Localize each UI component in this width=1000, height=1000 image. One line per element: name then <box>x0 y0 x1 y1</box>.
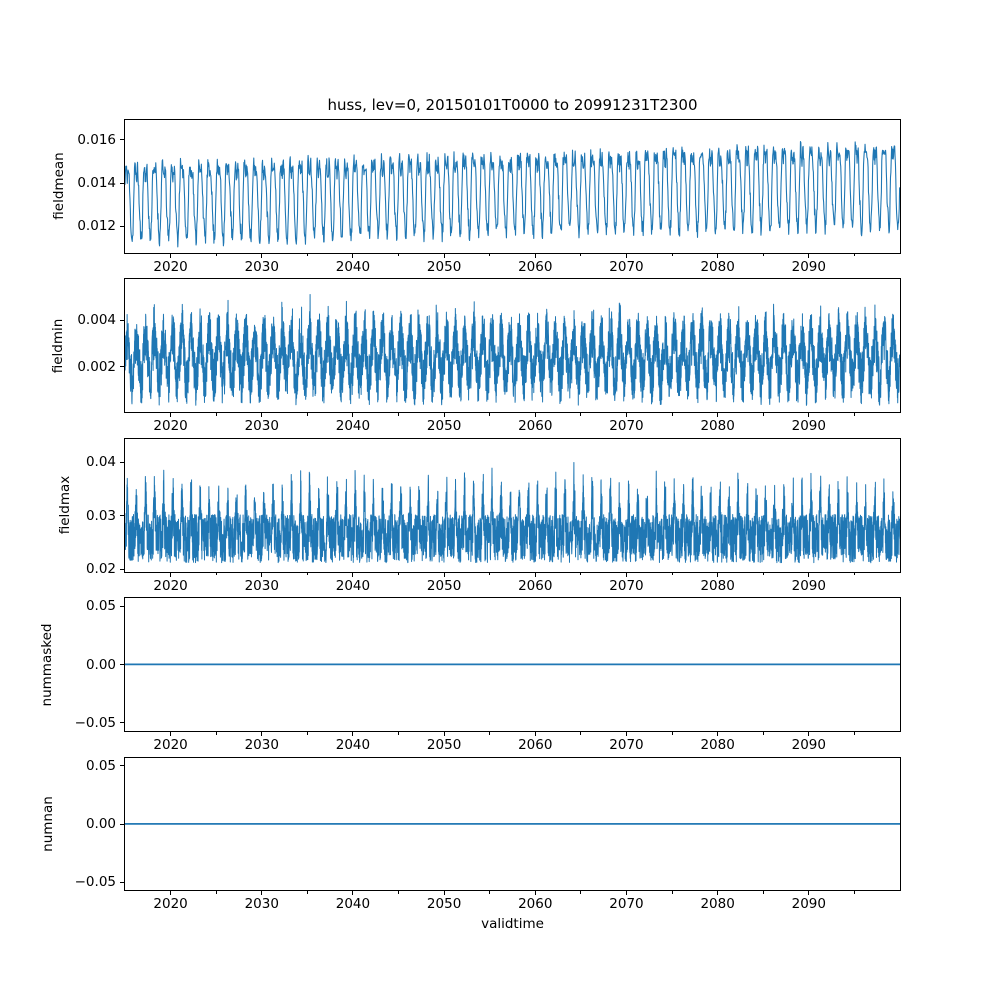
y-tick-label: 0.00 <box>85 816 116 832</box>
x-tick-label: 2050 <box>426 258 462 275</box>
x-tick-mark <box>444 891 445 895</box>
x-tick-label: 2050 <box>426 577 462 594</box>
x-minor-tick-mark <box>398 413 399 416</box>
x-minor-tick-mark <box>854 254 855 257</box>
x-minor-tick-mark <box>672 732 673 735</box>
x-tick-mark <box>717 573 718 577</box>
x-tick-mark <box>170 413 171 417</box>
x-tick-label: 2060 <box>518 418 553 435</box>
x-tick-mark <box>626 254 627 258</box>
x-tick-mark <box>444 732 445 736</box>
y-tick-label: 0.004 <box>77 312 116 329</box>
x-tick-label: 2030 <box>244 418 279 435</box>
x-tick-mark <box>261 732 262 736</box>
x-minor-tick-mark <box>398 254 399 257</box>
x-minor-tick-mark <box>398 891 399 894</box>
y-tick-label: 0.016 <box>77 131 116 148</box>
x-tick-mark <box>352 254 353 258</box>
x-tick-label: 2030 <box>244 577 279 594</box>
x-tick-mark <box>444 254 445 258</box>
y-tick-mark <box>120 462 124 463</box>
x-minor-tick-mark <box>580 254 581 257</box>
x-minor-tick-mark <box>580 413 581 416</box>
y-tick-label: 0.002 <box>77 358 116 375</box>
x-tick-label: 2020 <box>153 577 188 594</box>
x-tick-mark <box>444 413 445 417</box>
x-tick-mark <box>261 891 262 895</box>
y-tick-mark <box>120 139 124 140</box>
x-tick-mark <box>808 732 809 736</box>
x-tick-label: 2020 <box>153 418 188 435</box>
y-tick-mark <box>120 366 124 367</box>
x-tick-label: 2080 <box>700 896 735 913</box>
y-tick-mark <box>120 183 124 184</box>
y-tick-label: −0.05 <box>74 714 116 731</box>
x-tick-mark <box>170 573 171 577</box>
y-tick-mark <box>120 765 124 766</box>
x-tick-mark <box>261 413 262 417</box>
x-minor-tick-mark <box>307 254 308 257</box>
x-tick-mark <box>808 573 809 577</box>
x-tick-label: 2090 <box>791 418 826 435</box>
x-tick-mark <box>808 413 809 417</box>
x-minor-tick-mark <box>854 891 855 894</box>
x-tick-label: 2040 <box>335 737 371 753</box>
x-minor-tick-mark <box>672 254 673 257</box>
x-minor-tick-mark <box>307 413 308 416</box>
x-tick-mark <box>626 573 627 577</box>
y-tick-label: 0.05 <box>85 757 116 774</box>
plot-canvas-nummasked <box>125 598 900 731</box>
x-tick-label: 2090 <box>791 737 826 753</box>
y-tick-label: 0.00 <box>85 656 116 673</box>
x-tick-label: 2080 <box>700 258 735 275</box>
y-tick-label: 0.04 <box>85 454 116 471</box>
x-minor-tick-mark <box>763 413 764 416</box>
x-tick-label: 2080 <box>700 418 735 435</box>
x-minor-tick-mark <box>398 573 399 576</box>
x-tick-mark <box>352 732 353 736</box>
y-axis-label-fieldmax: fieldmax <box>57 475 73 535</box>
y-tick-mark <box>120 606 124 607</box>
x-tick-label: 2060 <box>518 577 553 594</box>
x-minor-tick-mark <box>307 891 308 894</box>
x-tick-label: 2030 <box>244 737 279 753</box>
x-tick-label: 2040 <box>335 258 371 275</box>
x-tick-mark <box>261 254 262 258</box>
y-tick-mark <box>120 722 124 723</box>
x-minor-tick-mark <box>580 573 581 576</box>
plot-canvas-fieldmean <box>125 120 900 253</box>
x-minor-tick-mark <box>763 254 764 257</box>
x-minor-tick-mark <box>489 732 490 735</box>
x-minor-tick-mark <box>216 573 217 576</box>
x-tick-mark <box>352 413 353 417</box>
x-tick-label: 2080 <box>700 737 735 753</box>
y-tick-mark <box>120 569 124 570</box>
y-tick-label: 0.02 <box>85 561 116 578</box>
y-tick-label: −0.05 <box>74 874 116 891</box>
x-tick-label: 2020 <box>153 737 188 753</box>
y-tick-mark <box>120 664 124 665</box>
x-tick-mark <box>535 254 536 258</box>
x-minor-tick-mark <box>763 732 764 735</box>
x-minor-tick-mark <box>216 891 217 894</box>
x-tick-label: 2070 <box>609 896 644 913</box>
x-tick-mark <box>535 573 536 577</box>
x-tick-label: 2050 <box>426 418 462 435</box>
x-tick-mark <box>626 891 627 895</box>
x-minor-tick-mark <box>489 891 490 894</box>
plot-canvas-numnan <box>125 758 900 891</box>
x-tick-label: 2050 <box>426 896 462 913</box>
x-tick-mark <box>808 254 809 258</box>
x-minor-tick-mark <box>580 891 581 894</box>
x-tick-mark <box>352 573 353 577</box>
x-minor-tick-mark <box>763 891 764 894</box>
x-tick-label: 2070 <box>609 258 644 275</box>
x-tick-mark <box>717 254 718 258</box>
x-tick-label: 2070 <box>609 418 644 435</box>
plot-canvas-fieldmin <box>125 279 900 412</box>
x-minor-tick-mark <box>307 573 308 576</box>
x-minor-tick-mark <box>489 254 490 257</box>
x-minor-tick-mark <box>854 413 855 416</box>
x-tick-label: 2060 <box>518 258 553 275</box>
x-tick-mark <box>352 891 353 895</box>
x-minor-tick-mark <box>216 254 217 257</box>
x-tick-mark <box>717 891 718 895</box>
y-axis-label-fieldmean: fieldmean <box>51 152 67 221</box>
x-tick-label: 2040 <box>335 418 371 435</box>
x-minor-tick-mark <box>854 573 855 576</box>
x-tick-label: 2030 <box>244 258 279 275</box>
x-tick-label: 2040 <box>335 896 371 913</box>
x-minor-tick-mark <box>672 413 673 416</box>
x-minor-tick-mark <box>489 573 490 576</box>
x-tick-mark <box>626 732 627 736</box>
x-tick-mark <box>261 573 262 577</box>
x-tick-label: 2090 <box>791 577 826 594</box>
x-tick-label: 2060 <box>518 737 553 753</box>
y-tick-label: 0.03 <box>85 507 116 524</box>
x-tick-mark <box>535 413 536 417</box>
y-tick-label: 0.05 <box>85 598 116 615</box>
x-tick-label: 2030 <box>244 896 279 913</box>
x-minor-tick-mark <box>672 891 673 894</box>
x-tick-mark <box>626 413 627 417</box>
y-tick-mark <box>120 882 124 883</box>
x-minor-tick-mark <box>398 732 399 735</box>
x-tick-label: 2070 <box>609 577 644 594</box>
y-axis-label-nummasked: nummasked <box>39 623 55 707</box>
x-tick-mark <box>444 573 445 577</box>
y-axis-label-fieldmin: fieldmin <box>50 318 66 374</box>
x-tick-label: 2090 <box>791 258 826 275</box>
x-tick-label: 2050 <box>426 737 462 753</box>
x-tick-label: 2070 <box>609 737 644 753</box>
y-tick-mark <box>120 824 124 825</box>
x-tick-label: 2020 <box>153 258 188 275</box>
x-tick-mark <box>808 891 809 895</box>
x-tick-mark <box>717 732 718 736</box>
y-tick-mark <box>120 320 124 321</box>
x-minor-tick-mark <box>216 732 217 735</box>
x-minor-tick-mark <box>672 573 673 576</box>
x-tick-mark <box>535 732 536 736</box>
y-tick-mark <box>120 515 124 516</box>
x-tick-mark <box>170 732 171 736</box>
x-minor-tick-mark <box>854 732 855 735</box>
x-axis-label: validtime <box>481 916 544 932</box>
x-tick-mark <box>535 891 536 895</box>
plot-canvas-fieldmax <box>125 439 900 572</box>
x-minor-tick-mark <box>216 413 217 416</box>
y-tick-label: 0.012 <box>77 218 116 235</box>
x-tick-mark <box>170 254 171 258</box>
chart-title: huss, lev=0, 20150101T0000 to 20991231T2300 <box>327 96 698 114</box>
x-tick-label: 2060 <box>518 896 553 913</box>
y-tick-mark <box>120 226 124 227</box>
x-minor-tick-mark <box>580 732 581 735</box>
x-tick-label: 2090 <box>791 896 826 913</box>
x-tick-label: 2080 <box>700 577 735 594</box>
x-minor-tick-mark <box>489 413 490 416</box>
x-tick-label: 2040 <box>335 577 371 594</box>
x-tick-mark <box>717 413 718 417</box>
y-tick-label: 0.014 <box>77 175 116 192</box>
x-minor-tick-mark <box>763 573 764 576</box>
y-axis-label-numnan: numnan <box>40 796 56 852</box>
x-tick-label: 2020 <box>153 896 188 913</box>
x-tick-mark <box>170 891 171 895</box>
x-minor-tick-mark <box>307 732 308 735</box>
